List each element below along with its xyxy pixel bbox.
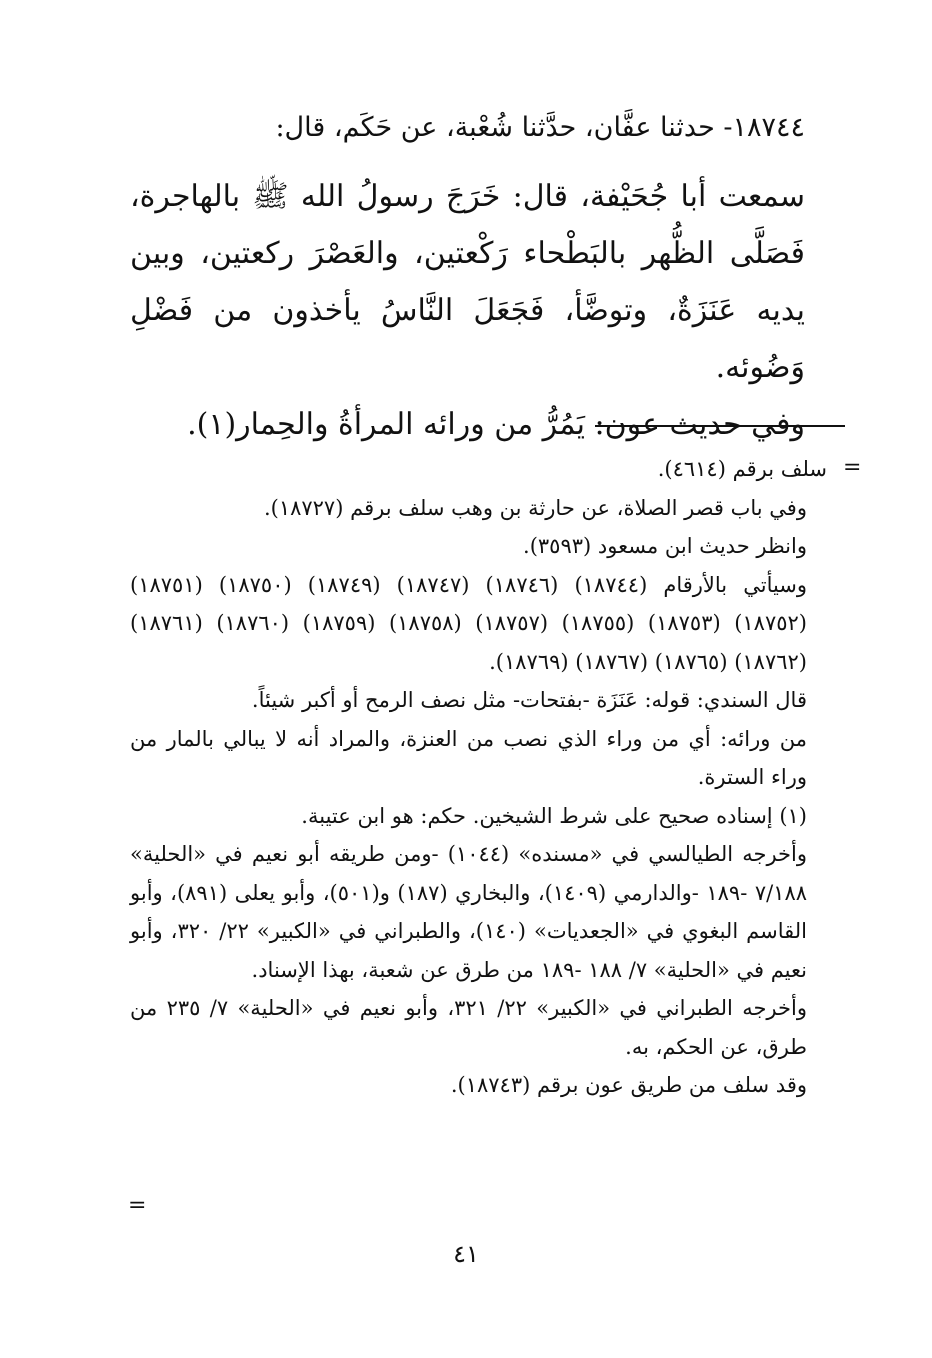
continues-marker: = — [128, 1193, 147, 1218]
footnote-line: وقد سلف من طريق عون برقم (١٨٧٤٣). — [450, 1073, 807, 1097]
hadith-variant-paragraph: وفي حديث عون: يَمُرُّ من ورائه المرأةُ والحِمار(١). — [187, 407, 805, 442]
continued-marker: = — [843, 455, 862, 480]
hadith-header-block — [130, 108, 845, 148]
footnote-line: من ورائه: أي من وراء الذي نصب من العنزة، والمراد أنه لا يبالي بالمار من وراء السترة. — [130, 726, 807, 789]
footnote-line: سلف برقم (٤٦١٤). — [657, 457, 827, 481]
footnote-1: (١) إسناده صحيح على شرط الشيخين. حكم: هو ابن عتيبة. — [301, 803, 807, 828]
footnotes-block — [130, 450, 845, 1105]
hadith-text-block — [130, 168, 845, 453]
footnote-line: وأخرجه الطيالسي في «مسنده» (١٠٤٤) -ومن طريقه أبو نعيم في «الحلية» ٧/١٨٨ -١٨٩ -والدارمي (١٤٠٩)، والبخاري (١٨٧) و(٥٠١)، وأبو يعلى (٨٩١)، وأبو القاسم البغوي في «الجعديات» (١٤٠)، والطبراني في «الكبير» ٢٢/ ٣٢٠، وأبو نعيم في «الحلية» ٧/ ١٨٨ -١٨٩ من طرق عن شعبة، بهذا الإسناد. — [130, 842, 808, 982]
footnote-line: وسيأتي بالأرقام (١٨٧٤٤) (١٨٧٤٦) (١٨٧٤٧) (١٨٧٤٩) (١٨٧٥٠) (١٨٧٥١) (١٨٧٥٢) (١٨٧٥٣) (١٨٧٥٥) (١٨٧٥٧) (١٨٧٥٨) (١٨٧٥٩) (١٨٧٦٠) (١٨٧٦١) (١٨٧٦٢) (١٨٧٦٥) (١٨٧٦٧) (١٨٧٦٩). — [130, 572, 808, 674]
page-number: ٤١ — [453, 1240, 479, 1268]
footnote-separator — [595, 425, 845, 427]
footnote-line: وأخرجه الطبراني في «الكبير» ٢٢/ ٣٢١، وأبو نعيم في «الحلية» ٧/ ٢٣٥ من طرق، عن الحكم، به. — [130, 996, 807, 1059]
footnote-line: قال السندي: قوله: عَنَزَة -بفتحات- مثل نصف الرمح أو أكبر شيئاً. — [251, 688, 807, 712]
hadith-body-paragraph: سمعت أبا جُحَيْفة، قال: خَرَجَ رسولُ الله ﷺ بالهاجرة، فَصَلَّى الظُّهر بالبَطْحاء رَكْعتين، والعَصْرَ ركعتين، وبين يديه عَنَزَةٌ، وتوضَّأ، فَجَعَلَ النَّاسُ يأخذون من فَضْلِ وَضُوئه. — [130, 179, 805, 385]
footnote-line: وانظر حديث ابن مسعود (٣٥٩٣). — [523, 534, 807, 558]
footnote-line: وفي باب قصر الصلاة، عن حارثة بن وهب سلف برقم (١٨٧٢٧). — [263, 495, 807, 520]
hadith-header: ١٨٧٤٤- حدثنا عفَّان، حدَّثنا شُعْبة، عن حَكَم، قال: — [275, 112, 805, 143]
